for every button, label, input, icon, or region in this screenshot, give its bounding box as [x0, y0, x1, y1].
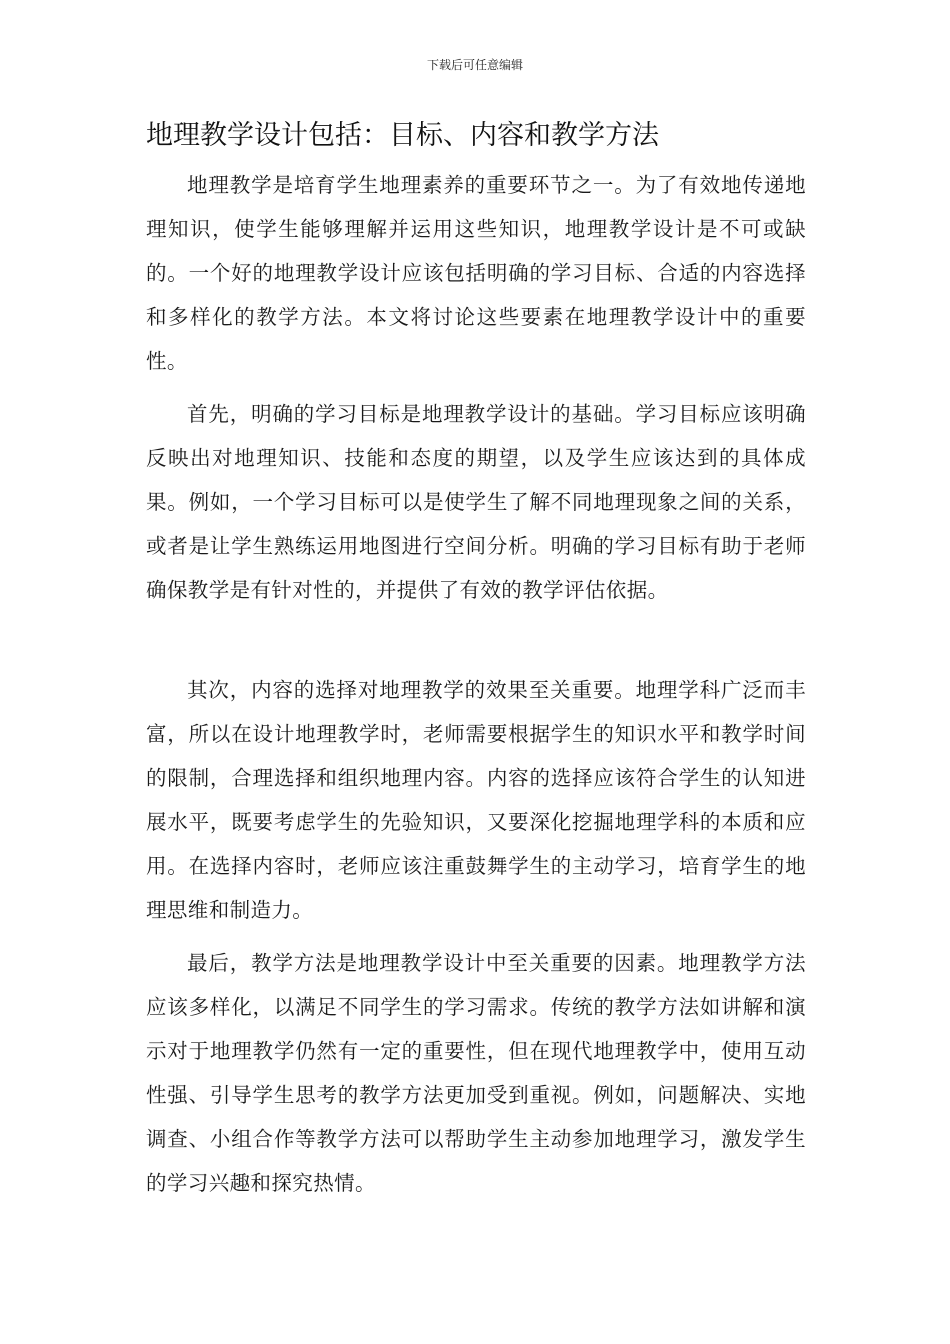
paragraph-teaching-methods	[146, 941, 806, 1205]
paragraph-text: 地理教学是培育学生地理素养的重要环节之一。为了有效地传递地理知识，使学生能够理解并运用这些知识，地理教学设计是不可或缺的。一个好的地理教学设计应该包括明确的学习目标、合适的内容选择和多样化的教学方法。本文将讨论这些要素在地理教学设计中的重要性。	[146, 173, 806, 373]
header-note: 下载后可任意编辑	[426, 58, 523, 72]
paragraph-intro	[146, 163, 806, 383]
paragraph-learning-goals	[146, 392, 806, 612]
paragraph-text: 最后，教学方法是地理教学设计中至关重要的因素。地理教学方法应该多样化，以满足不同学生的学习需求。传统的教学方法如讲解和演示对于地理教学仍然有一定的重要性，但在现代地理教学中，使用互动性强、引导学生思考的教学方法更加受到重视。例如，问题解决、实地调查、小组合作等教学方法可以帮助学生主动参加地理学习，激发学生的学习兴趣和探究热情。	[146, 951, 806, 1195]
paragraph-text: 其次，内容的选择对地理教学的效果至关重要。地理学科广泛而丰富，所以在设计地理教学时，老师需要根据学生的知识水平和教学时间的限制，合理选择和组织地理内容。内容的选择应该符合学生的认知进展水平，既要考虑学生的先验知识，又要深化挖掘地理学科的本质和应用。在选择内容时，老师应该注重鼓舞学生的主动学习，培育学生的地理思维和制造力。	[146, 678, 806, 922]
document-title: 地理教学设计包括：目标、内容和教学方法	[146, 120, 659, 151]
paragraph-text: 首先，明确的学习目标是地理教学设计的基础。学习目标应该明确反映出对地理知识、技能和态度的期望，以及学生应该达到的具体成果。例如，一个学习目标可以是使学生了解不同地理现象之间的关系，或者是让学生熟练运用地图进行空间分析。明确的学习目标有助于老师确保教学是有针对性的，并提供了有效的教学评估依据。	[146, 402, 806, 602]
paragraph-content-selection	[146, 668, 806, 932]
